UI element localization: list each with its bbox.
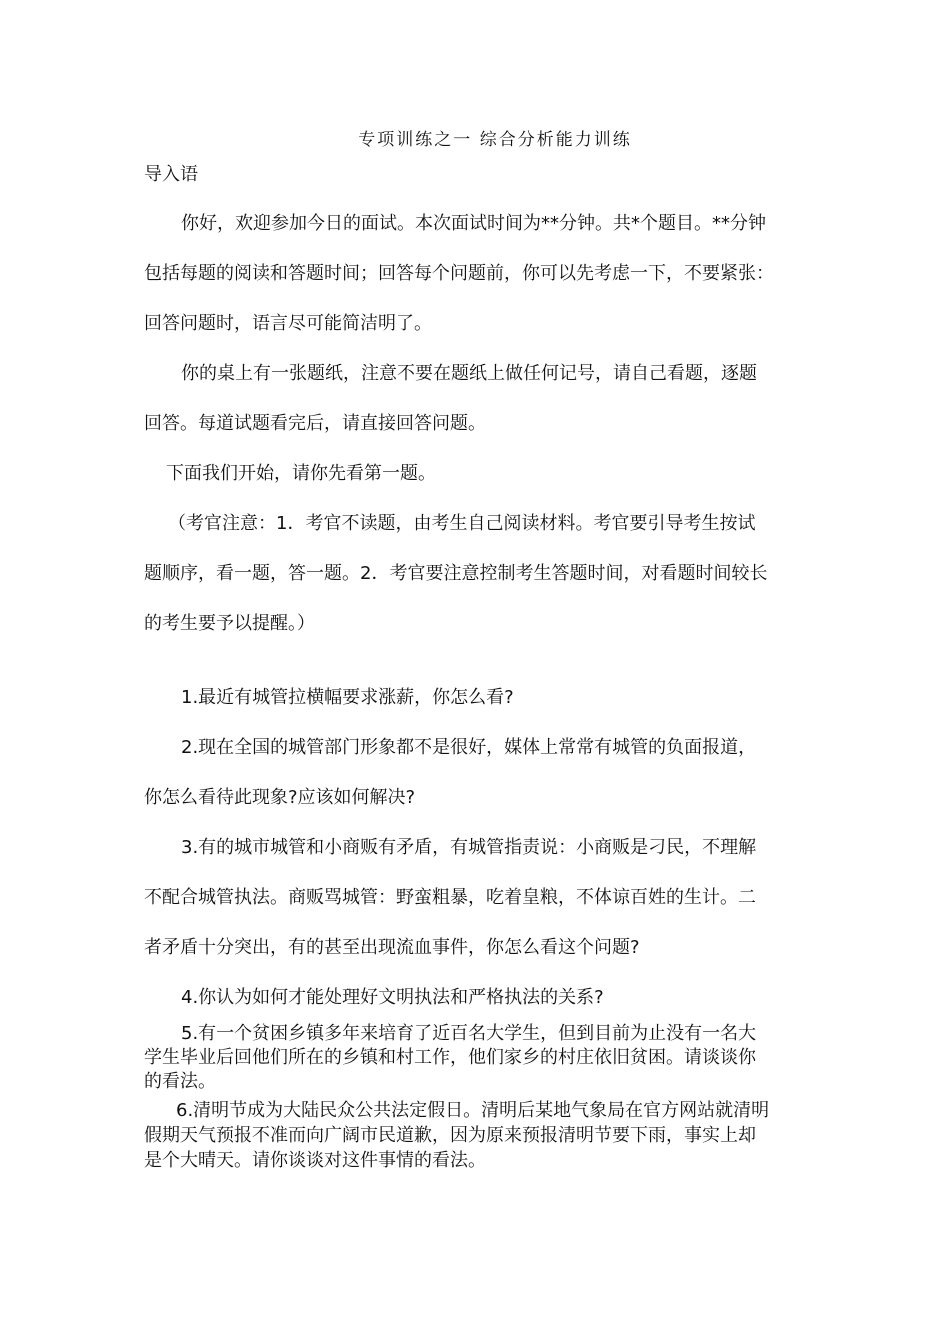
intro-p1-line-2: 包括每题的阅读和答题时间；回答每个问题前，你可以先考虑一下，不要紧张：: [144, 263, 774, 284]
question-6-line-3: 是个大晴天。请你谈谈对这件事情的看法。: [144, 1150, 486, 1171]
intro-p3: 下面我们开始，请你先看第一题。: [166, 463, 436, 484]
question-6-line-2: 假期天气预报不准而向广阔市民道歉，因为原来预报清明节要下雨，事实上却: [144, 1125, 756, 1146]
question-5-line-1: 5.有一个贫困乡镇多年来培育了近百名大学生，但到目前为止没有一名大: [181, 1023, 757, 1044]
examiner-note-line-2: 题顺序，看一题，答一题。2．考官要注意控制考生答题时间，对看题时间较长: [144, 563, 768, 584]
question-3-line-2: 不配合城管执法。商贩骂城管：野蛮粗暴，吃着皇粮，不体谅百姓的生计。二: [144, 887, 756, 908]
intro-p2-line-2: 回答。每道试题看完后，请直接回答问题。: [144, 413, 486, 434]
examiner-note-line-1: （考官注意：1．考官不读题，由考生自己阅读材料。考官要引导考生按试: [168, 513, 756, 534]
question-5-line-3: 的看法。: [144, 1071, 216, 1092]
examiner-note-line-3: 的考生要予以提醒。）: [144, 613, 315, 634]
section-heading: 导入语: [144, 164, 198, 185]
question-2-line-2: 你怎么看待此现象?应该如何解决?: [144, 787, 416, 808]
question-6-line-1: 6.清明节成为大陆民众公共法定假日。清明后某地气象局在官方网站就清明: [176, 1100, 770, 1121]
question-2-line-1: 2.现在全国的城管部门形象都不是很好，媒体上常常有城管的负面报道，: [181, 737, 757, 758]
question-3-line-3: 者矛盾十分突出，有的甚至出现流血事件，你怎么看这个问题?: [144, 937, 640, 958]
question-3-line-1: 3.有的城市城管和小商贩有矛盾，有城管指责说：小商贩是刁民，不理解: [181, 837, 757, 858]
intro-p1-line-1: 你好，欢迎参加今日的面试。本次面试时间为**分钟。共*个题目。**分钟: [181, 213, 766, 234]
question-4: 4.你认为如何才能处理好文明执法和严格执法的关系?: [181, 987, 604, 1008]
question-5-line-2: 学生毕业后回他们所在的乡镇和村工作，他们家乡的村庄依旧贫困。请谈谈你: [144, 1047, 756, 1068]
document-title: 专项训练之一 综合分析能力训练: [358, 130, 632, 150]
question-1: 1.最近有城管拉横幅要求涨薪，你怎么看?: [181, 687, 514, 708]
intro-p2-line-1: 你的桌上有一张题纸，注意不要在题纸上做任何记号，请自己看题，逐题: [181, 363, 757, 384]
intro-p1-line-3: 回答问题时，语言尽可能简洁明了。: [144, 313, 432, 334]
